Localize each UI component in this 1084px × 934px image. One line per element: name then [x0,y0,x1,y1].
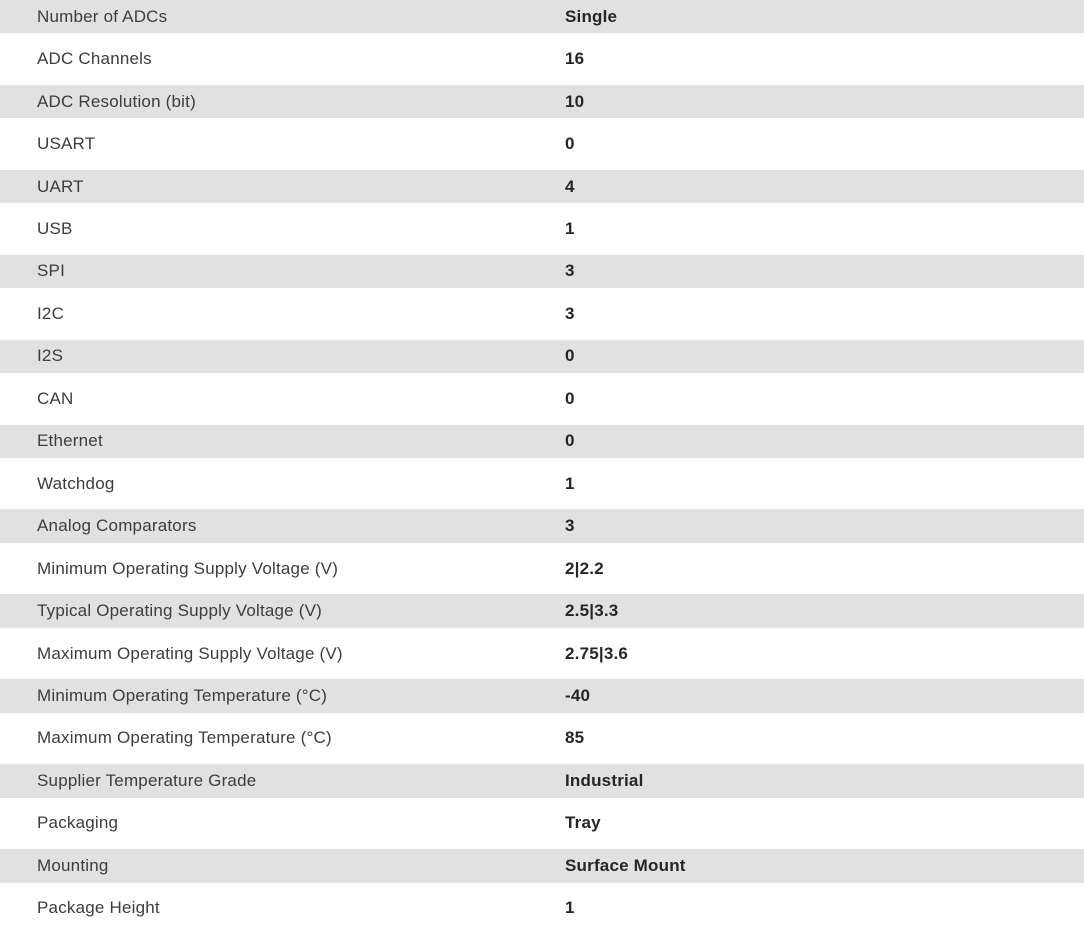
spec-label: USART [37,134,96,154]
spec-label: Watchdog [37,473,115,493]
spec-row-max-operating-temperature [0,722,1084,764]
spec-row-packaging [0,807,1084,849]
spec-row-analog-comparators [0,509,1084,551]
spec-row-can [0,382,1084,424]
spec-row-watchdog [0,467,1084,509]
spec-label: ADC Resolution (bit) [37,91,196,111]
spec-row-adc-resolution [0,85,1084,127]
spec-row-usart [0,127,1084,169]
spec-label: Analog Comparators [37,516,197,536]
spec-row-ethernet [0,425,1084,467]
spec-label: Number of ADCs [37,6,168,26]
spec-value: 0 [565,388,575,408]
spec-value: 16 [565,49,585,69]
spec-value: Tray [565,813,601,833]
spec-label: I2S [37,346,64,366]
spec-value: 2|2.2 [565,558,604,578]
spec-row-uart [0,170,1084,212]
spec-label: USB [37,218,73,238]
spec-value: 1 [565,898,575,918]
spec-row-package-height [0,892,1084,934]
spec-row-max-operating-supply-voltage [0,637,1084,679]
spec-value: Single [565,6,618,26]
spec-value: -40 [565,685,591,705]
spec-row-i2s [0,340,1084,382]
spec-value: 2.5|3.3 [565,601,619,621]
spec-value: 1 [565,218,575,238]
spec-value: 3 [565,303,575,323]
spec-value: 0 [565,431,575,451]
spec-label: Packaging [37,813,119,833]
spec-row-number-of-adcs [0,0,1084,42]
spec-value: Industrial [565,770,644,790]
spec-value: 3 [565,261,575,281]
spec-label: Supplier Temperature Grade [37,770,257,790]
spec-label: I2C [37,303,65,323]
spec-value: 2.75|3.6 [565,643,629,663]
spec-label: Ethernet [37,431,103,451]
spec-label: Maximum Operating Temperature (°C) [37,728,332,748]
spec-label: Minimum Operating Temperature (°C) [37,685,328,705]
spec-row-usb [0,212,1084,254]
spec-row-mounting [0,849,1084,891]
spec-row-min-operating-supply-voltage [0,552,1084,594]
spec-row-i2c [0,297,1084,339]
spec-value: 4 [565,176,575,196]
spec-label: Package Height [37,898,160,918]
spec-value: 1 [565,473,575,493]
spec-label: Maximum Operating Supply Voltage (V) [37,643,343,663]
spec-value: 3 [565,516,575,536]
spec-label: Minimum Operating Supply Voltage (V) [37,558,339,578]
spec-value: Surface Mount [565,855,686,875]
spec-row-spi [0,255,1084,297]
spec-value: 85 [565,728,585,748]
spec-row-adc-channels [0,42,1084,84]
spec-row-typical-operating-supply-voltage [0,594,1084,636]
spec-value: 0 [565,346,575,366]
spec-row-min-operating-temperature [0,679,1084,721]
spec-label: CAN [37,388,74,408]
spec-label: Mounting [37,855,109,875]
spec-value: 10 [565,91,585,111]
spec-row-supplier-temperature-grade [0,764,1084,806]
spec-label: SPI [37,261,66,281]
spec-label: Typical Operating Supply Voltage (V) [37,601,323,621]
spec-label: UART [37,176,84,196]
spec-value: 0 [565,134,575,154]
spec-label: ADC Channels [37,49,152,69]
